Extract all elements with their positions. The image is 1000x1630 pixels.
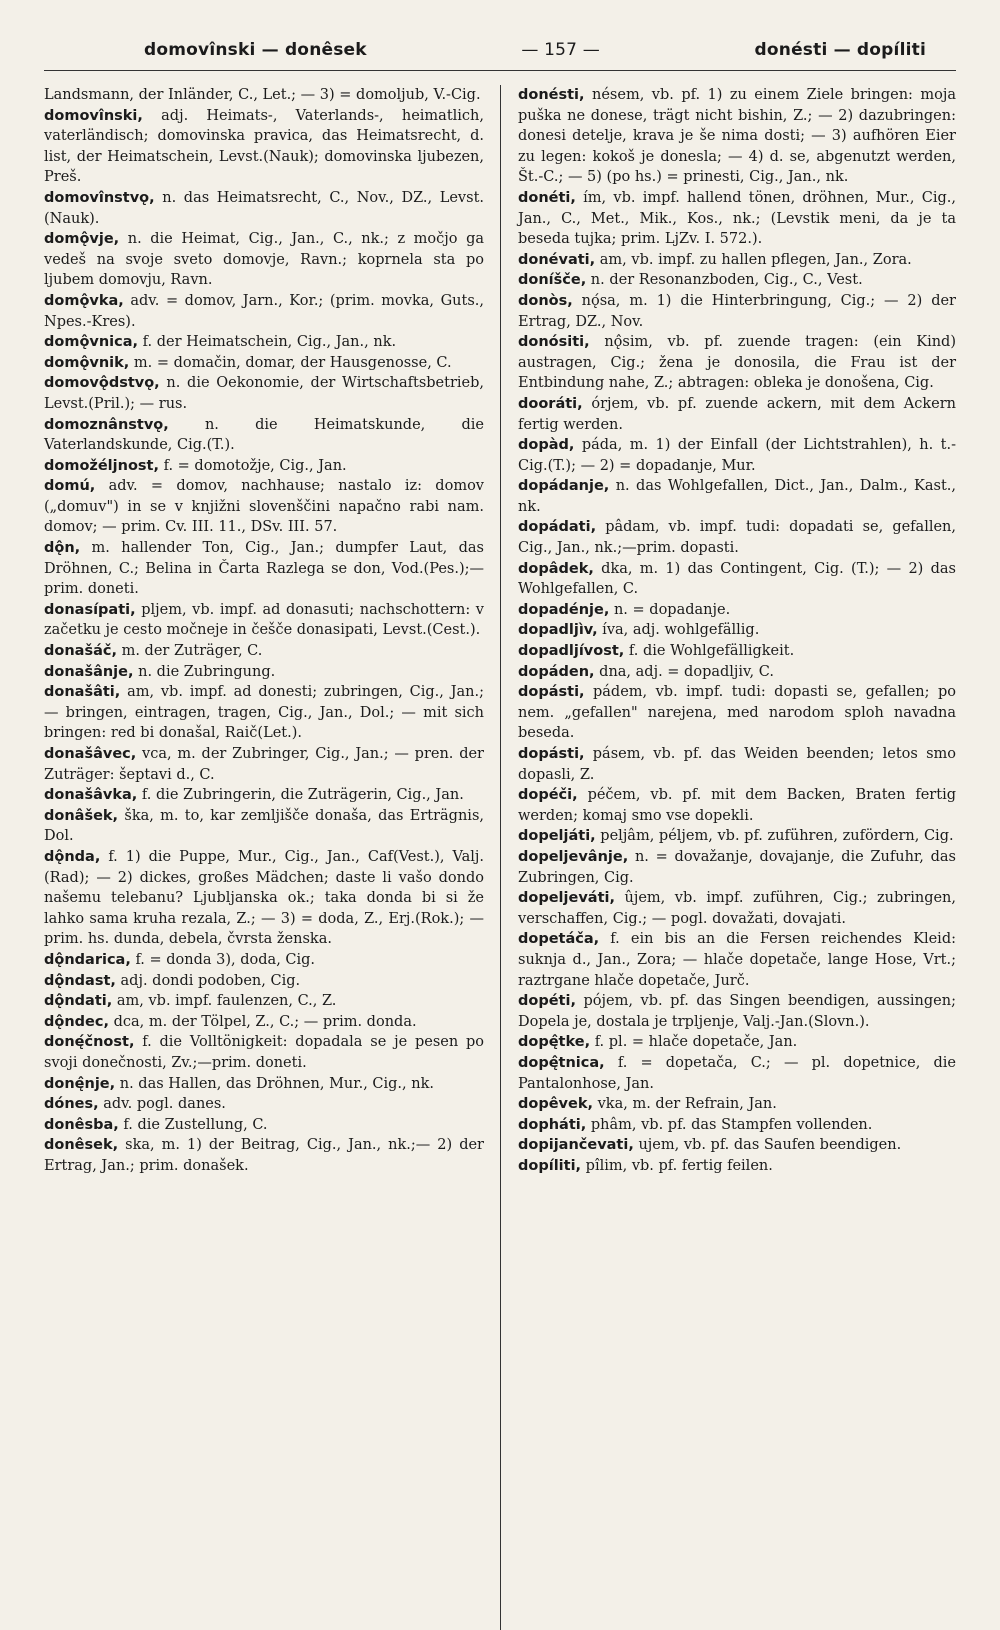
entry-definition: f. die Volltönigkeit: dopadala se je pesen po svoji donečnosti, Zv.;—prim. doneti. bbox=[44, 1034, 484, 1071]
dictionary-entry bbox=[518, 888, 956, 929]
entry-definition: pîlim, vb. pf. fertig feilen. bbox=[581, 1157, 773, 1174]
entry-headword: donévati, bbox=[518, 251, 596, 268]
dictionary-entry bbox=[518, 332, 956, 394]
dictionary-entry bbox=[44, 373, 484, 414]
entry-headword: dopádanje, bbox=[518, 478, 610, 495]
entry-headword: donasípati, bbox=[44, 601, 136, 618]
entry-headword: dopíliti, bbox=[518, 1157, 582, 1174]
dictionary-entry bbox=[44, 1094, 484, 1115]
entry-definition: adv. = domov, Jarn., Kor.; (prim. movka, Guts., Npes.-Kres). bbox=[44, 292, 484, 330]
entry-definition: f. ein bis an die Fersen reichendes Kleid: suknja d., Jan., Zora; — hlače dopetače, lange Hose, Vrt.; raztrgane hlače dopetače, Jurč. bbox=[518, 931, 956, 989]
dictionary-entry bbox=[518, 1032, 956, 1053]
dictionary-entry bbox=[518, 291, 956, 332]
entry-headword: dopàd, bbox=[518, 437, 575, 454]
entry-definition: péčem, vb. pf. mit dem Backen, Braten fertig werden; komaj smo vse dopekli. bbox=[518, 787, 956, 824]
dictionary-entry bbox=[518, 785, 956, 826]
dictionary-entry bbox=[518, 85, 956, 188]
dictionary-entry bbox=[44, 991, 484, 1012]
entry-headword: doníšče, bbox=[518, 272, 587, 289]
dictionary-entry bbox=[518, 929, 956, 991]
entry-definition: f. pl. = hlače dopetače, Jan. bbox=[590, 1034, 798, 1051]
entry-definition: n. die Heimatskunde, die Vaterlandskunde, Cig.(T.). bbox=[44, 416, 484, 454]
dictionary-entry bbox=[518, 744, 956, 785]
entry-definition: adv. = domov, nachhause; nastalo iz: domov („domuv") in se v knjižni slovenščini napačno rabi nam. domov; — prim. Cv. III. 11., DSv. III. 57. bbox=[44, 478, 484, 536]
dictionary-entry bbox=[518, 1156, 956, 1177]
entry-definition: n. = dopadanje. bbox=[609, 601, 731, 618]
entry-headword: donašâvka, bbox=[44, 787, 138, 804]
entry-headword: dopeljáti, bbox=[518, 828, 596, 845]
entry-definition: pâdam, vb. impf. tudi: dopadati se, gefallen, Cig., Jan., nk.;—prim. dopasti. bbox=[518, 519, 956, 557]
entry-headword: dopásti, bbox=[518, 746, 585, 762]
entry-headword: domǫ̂vnik, bbox=[44, 354, 130, 371]
entry-headword: domǫ̂vje, bbox=[44, 231, 120, 248]
dictionary-entry bbox=[44, 1135, 484, 1176]
entry-definition: pójem, vb. pf. das Singen beendigen, aussingen; Dopela je, dostala je trpljenje, Valj.-Jan.(Slovn.). bbox=[518, 993, 956, 1030]
entry-definition: n. die Oekonomie, der Wirtschaftsbetrieb, Levst.(Pril.); — rus. bbox=[44, 375, 484, 412]
dictionary-entry bbox=[518, 270, 956, 291]
dictionary-entry bbox=[44, 291, 484, 332]
entry-definition: ûjem, vb. impf. zuführen, Cig.; zubringen, verschaffen, Cig.; — pogl. dovažati, dovajati. bbox=[518, 890, 956, 927]
entry-definition: m. = domačin, domar, der Hausgenosse, C. bbox=[129, 354, 452, 371]
dictionary-entry bbox=[44, 106, 484, 188]
dictionary-entry bbox=[44, 1074, 484, 1095]
entry-headword: domovǫ̂dstvǫ, bbox=[44, 375, 160, 392]
entry-definition: f. = donda 3), doda, Cig. bbox=[130, 951, 316, 968]
entry-headword: dopháti, bbox=[518, 1116, 587, 1133]
entry-headword: domǫ̂vnica, bbox=[44, 334, 139, 351]
page-header bbox=[44, 40, 956, 60]
dictionary-entry bbox=[44, 353, 484, 374]
entry-headword: dopetáča, bbox=[518, 931, 600, 948]
entry-definition: adj. dondi podoben, Cig. bbox=[115, 972, 301, 989]
entry-headword: donašáč, bbox=[44, 643, 117, 660]
entry-definition: nǫ̂sim, vb. pf. zuende tragen: (ein Kind) austragen, Cig.; žena je donosila, die Frau ist der Entbindung nahe, Z.; abtragen: obleka je donošena, Cig. bbox=[518, 334, 956, 392]
entry-definition: Landsmann, der Inländer, C., Let.; — 3) = domoljub, V.-Cig. bbox=[44, 87, 481, 103]
dictionary-entry bbox=[44, 1032, 484, 1073]
entry-definition: nǫ́sa, m. 1) die Hinterbringung, Cig.; — 2) der Ertrag, DZ., Nov. bbox=[518, 292, 956, 330]
entry-definition: f. die Zustellung, C. bbox=[118, 1116, 268, 1133]
entry-headword: dǫ̂ndec, bbox=[44, 1013, 109, 1030]
entry-headword: domǫ̂vka, bbox=[44, 292, 124, 309]
entry-definition: pásem, vb. pf. das Weiden beenden; letos smo dopasli, Z. bbox=[518, 746, 956, 783]
entry-headword: dopeljeváti, bbox=[518, 890, 615, 907]
dictionary-entry bbox=[44, 476, 484, 538]
entry-headword: dopásti, bbox=[518, 684, 585, 701]
entry-definition: f. der Heimatschein, Cig., Jan., nk. bbox=[138, 334, 397, 351]
entry-definition: f. 1) die Puppe, Mur., Cig., Jan., Caf(Vest.), Valj.(Rad); — 2) dickes, großes Mädchen; daste li vašo dondo našemu telebanu? Ljubljanska ok.; taka donda bi si že lahko sama kruha rezala, Z.; — 3) = doda, Z., Erj.(Rok.); — prim. hs. dunda, debela, čvrsta ženska. bbox=[44, 848, 484, 948]
entry-headword: donę̂nje, bbox=[44, 1075, 116, 1092]
columns bbox=[44, 85, 956, 1176]
header-right-guide-words: donésti — dopíliti bbox=[754, 40, 926, 60]
dictionary-entry bbox=[518, 991, 956, 1032]
entry-headword: dooráti, bbox=[518, 395, 583, 412]
entry-headword: dǫ̂ndarica, bbox=[44, 951, 131, 968]
dictionary-entry bbox=[44, 806, 484, 847]
entry-definition: n. das Wohlgefallen, Dict., Jan., Dalm., Kast., nk. bbox=[518, 478, 956, 515]
entry-definition: dca, m. der Tölpel, Z., C.; — prim. donda. bbox=[108, 1013, 417, 1030]
entry-headword: domovînski, bbox=[44, 107, 143, 124]
entry-definition: nésem, vb. pf. 1) zu einem Ziele bringen: moja puška ne donese, trägt nicht bishin, Z.; — 2) dazubringen: donesi detelje, krava je še nima dosti; — 3) aufhören Eier zu legen: kokoš je donesla; — 4) d. se, abgenutzt werden, Št.-C.; — 5) (po hs.) = prinesti, Cig., Jan., nk. bbox=[518, 87, 956, 186]
entry-headword: dopę̂tnica, bbox=[518, 1054, 605, 1071]
entry-definition: n. das Heimatsrecht, C., Nov., DZ., Levst.(Nauk). bbox=[44, 189, 484, 227]
column-divider bbox=[500, 85, 501, 1630]
entry-definition: vca, m. der Zubringer, Cig., Jan.; — pren. der Zuträger: šeptavi d., C. bbox=[44, 746, 484, 783]
entry-headword: dopéti, bbox=[518, 993, 576, 1010]
dictionary-entry bbox=[44, 1012, 484, 1033]
entry-headword: dopadénje, bbox=[518, 601, 610, 618]
entry-headword: donâšek, bbox=[44, 807, 119, 824]
dictionary-entry bbox=[518, 662, 956, 683]
header-left-guide-words: domovînski — donêsek bbox=[144, 40, 367, 60]
entry-definition: am, vb. impf. zu hallen pflegen, Jan., Zora. bbox=[595, 251, 912, 268]
entry-definition: f. die Wohlgefälligkeit. bbox=[624, 643, 795, 660]
entry-headword: dopeljevânje, bbox=[518, 848, 629, 865]
entry-definition: adv. pogl. danes. bbox=[98, 1096, 226, 1113]
entry-headword: donę́čnost, bbox=[44, 1034, 135, 1051]
dictionary-entry bbox=[44, 662, 484, 683]
entry-headword: domovînstvǫ, bbox=[44, 189, 155, 206]
entry-headword: donéti, bbox=[518, 189, 576, 206]
dictionary-entry bbox=[518, 826, 956, 847]
entry-headword: donósiti, bbox=[518, 334, 590, 351]
entry-headword: dǫ̂ndati, bbox=[44, 993, 113, 1010]
dictionary-entry bbox=[518, 188, 956, 250]
entry-definition: am, vb. impf. ad donesti; zubringen, Cig., Jan.; — bringen, eintragen, tragen, Cig., Jan., Dol.; — mit sich bringen: red bi donašal, Raič(Let.). bbox=[44, 684, 484, 742]
entry-definition: ška, m. to, kar zemljišče donaša, das Erträgnis, Dol. bbox=[44, 807, 484, 845]
dictionary-entry bbox=[518, 1053, 956, 1094]
entry-definition: m. der Zuträger, C. bbox=[116, 643, 263, 660]
entry-definition: dka, m. 1) das Contingent, Cig. (T.); — 2) das Wohlgefallen, C. bbox=[518, 560, 956, 598]
dictionary-entry bbox=[44, 600, 484, 641]
dictionary-entry bbox=[518, 847, 956, 888]
dictionary-entry bbox=[518, 559, 956, 600]
entry-definition: f. die Zubringerin, die Zuträgerin, Cig., Jan. bbox=[137, 787, 464, 804]
entry-headword: dopâdek, bbox=[518, 560, 594, 577]
entry-headword: donòs, bbox=[518, 292, 573, 309]
dictionary-entry bbox=[518, 476, 956, 517]
dictionary-entry bbox=[518, 250, 956, 271]
dictionary-entry bbox=[518, 620, 956, 641]
dictionary-entry bbox=[518, 435, 956, 476]
dictionary-entry bbox=[518, 641, 956, 662]
entry-headword: dǫ̂ndast, bbox=[44, 972, 116, 989]
entry-headword: donêsba, bbox=[44, 1116, 119, 1133]
dictionary-entry bbox=[44, 332, 484, 353]
dictionary-entry bbox=[44, 744, 484, 785]
entry-definition: dna, adj. = dopadljiv, C. bbox=[594, 663, 774, 680]
dictionary-entry bbox=[44, 456, 484, 477]
entry-headword: dopéči, bbox=[518, 787, 578, 804]
entry-definition: páda, m. 1) der Einfall (der Lichtstrahlen), h. t.-Cig.(T.); — 2) = dopadanje, Mur. bbox=[518, 437, 956, 474]
dictionary-entry bbox=[44, 85, 484, 106]
entry-headword: dopę̂tke, bbox=[518, 1034, 591, 1051]
entry-definition: órjem, vb. pf. zuende ackern, mit dem Ackern fertig werden. bbox=[518, 395, 956, 433]
right-column bbox=[500, 85, 956, 1176]
entry-definition: íva, adj. wohlgefällig. bbox=[597, 622, 760, 639]
dictionary-entry bbox=[44, 785, 484, 806]
dictionary-entry bbox=[44, 682, 484, 744]
entry-definition: pljem, vb. impf. ad donasuti; nachschottern: v začetku je cesto močneje in češče donasipati, Levst.(Cest.). bbox=[44, 601, 484, 639]
entry-definition: n. = dovažanje, dovajanje, die Zufuhr, das Zubringen, Cig. bbox=[518, 848, 956, 886]
dictionary-entry bbox=[44, 188, 484, 229]
entry-definition: n. die Zubringung. bbox=[133, 663, 276, 680]
entry-headword: donésti, bbox=[518, 87, 585, 103]
entry-definition: n. der Resonanzboden, Cig., C., Vest. bbox=[586, 272, 863, 289]
dictionary-entry bbox=[518, 682, 956, 744]
entry-definition: f. = domotožje, Cig., Jan. bbox=[158, 457, 347, 474]
entry-definition: vka, m. der Refrain, Jan. bbox=[593, 1096, 777, 1113]
dictionary-entry bbox=[518, 1094, 956, 1115]
dictionary-entry bbox=[518, 394, 956, 435]
dictionary-entry bbox=[518, 1115, 956, 1136]
dictionary-entry bbox=[44, 641, 484, 662]
entry-definition: ím, vb. impf. hallend tönen, dröhnen, Mur., Cig., Jan., C., Met., Mik., Kos., nk.; (Levstik meni, da je ta beseda tujka; prim. LjZv. I. 572.). bbox=[518, 189, 956, 248]
dictionary-entry bbox=[44, 538, 484, 600]
entry-definition: adj. Heimats-, Vaterlands-, heimatlich, vaterländisch; domovinska pravica, das Heimatsrecht, d. list, der Heimatschein, Levst.(Nauk); domovinska ljubezen, Preš. bbox=[44, 107, 484, 186]
dictionary-entry bbox=[44, 415, 484, 456]
entry-headword: domožéljnost, bbox=[44, 457, 159, 474]
entry-definition: m. hallender Ton, Cig., Jan.; dumpfer Laut, das Dröhnen, C.; Belina in Čarta Razlega se don, Vod.(Pes.);—prim. doneti. bbox=[44, 540, 484, 598]
entry-headword: dopijančevati, bbox=[518, 1137, 634, 1154]
entry-headword: dopêvek, bbox=[518, 1096, 593, 1113]
dictionary-entry bbox=[44, 971, 484, 992]
dictionary-entry bbox=[518, 600, 956, 621]
entry-headword: dopadljívost, bbox=[518, 643, 625, 660]
dictionary-entry bbox=[44, 950, 484, 971]
entry-headword: dǫ̂nda, bbox=[44, 848, 101, 865]
entry-headword: dopadljìv, bbox=[518, 622, 598, 639]
entry-headword: dopádati, bbox=[518, 519, 597, 536]
left-column bbox=[44, 85, 500, 1176]
entry-headword: domú, bbox=[44, 478, 96, 495]
entry-definition: pádem, vb. impf. tudi: dopasti se, gefallen; po nem. „gefallen" narejena, med narodom sploh navadna beseda. bbox=[518, 684, 956, 742]
dictionary-entry bbox=[44, 1115, 484, 1136]
entry-headword: donašâvec, bbox=[44, 746, 137, 762]
entry-definition: am, vb. impf. faulenzen, C., Z. bbox=[112, 993, 337, 1010]
dictionary-entry bbox=[44, 229, 484, 291]
entry-headword: donêsek, bbox=[44, 1137, 119, 1154]
entry-headword: domoznânstvǫ, bbox=[44, 416, 169, 433]
dictionary-entry bbox=[518, 517, 956, 558]
entry-definition: f. = dopetača, C.; — pl. dopetnice, die Pantalonhose, Jan. bbox=[518, 1054, 956, 1092]
dictionary-entry bbox=[518, 1135, 956, 1156]
entry-definition: phâm, vb. pf. das Stampfen vollenden. bbox=[586, 1116, 873, 1133]
entry-headword: donašâti, bbox=[44, 684, 121, 701]
header-rule bbox=[44, 70, 956, 71]
entry-headword: dǫ̂n, bbox=[44, 540, 81, 557]
entry-definition: n. die Heimat, Cig., Jan., C., nk.; z močjo ga vedeš na svoje sveto domovje, Ravn.; koprnela sta po ljubem domovju, Ravn. bbox=[44, 231, 484, 289]
entry-headword: donašânje, bbox=[44, 663, 134, 680]
dictionary-entry bbox=[44, 847, 484, 950]
entry-headword: dónes, bbox=[44, 1096, 99, 1113]
entry-definition: ska, m. 1) der Beitrag, Cig., Jan., nk.;— 2) der Ertrag, Jan.; prim. donašek. bbox=[44, 1137, 484, 1174]
page-number: — 157 — bbox=[521, 40, 600, 60]
entry-definition: peljâm, péljem, vb. pf. zuführen, zufördern, Cig. bbox=[595, 828, 954, 845]
entry-definition: ujem, vb. pf. das Saufen beendigen. bbox=[633, 1137, 902, 1154]
entry-definition: n. das Hallen, das Dröhnen, Mur., Cig., nk. bbox=[115, 1075, 434, 1092]
entry-headword: dopáden, bbox=[518, 663, 595, 680]
